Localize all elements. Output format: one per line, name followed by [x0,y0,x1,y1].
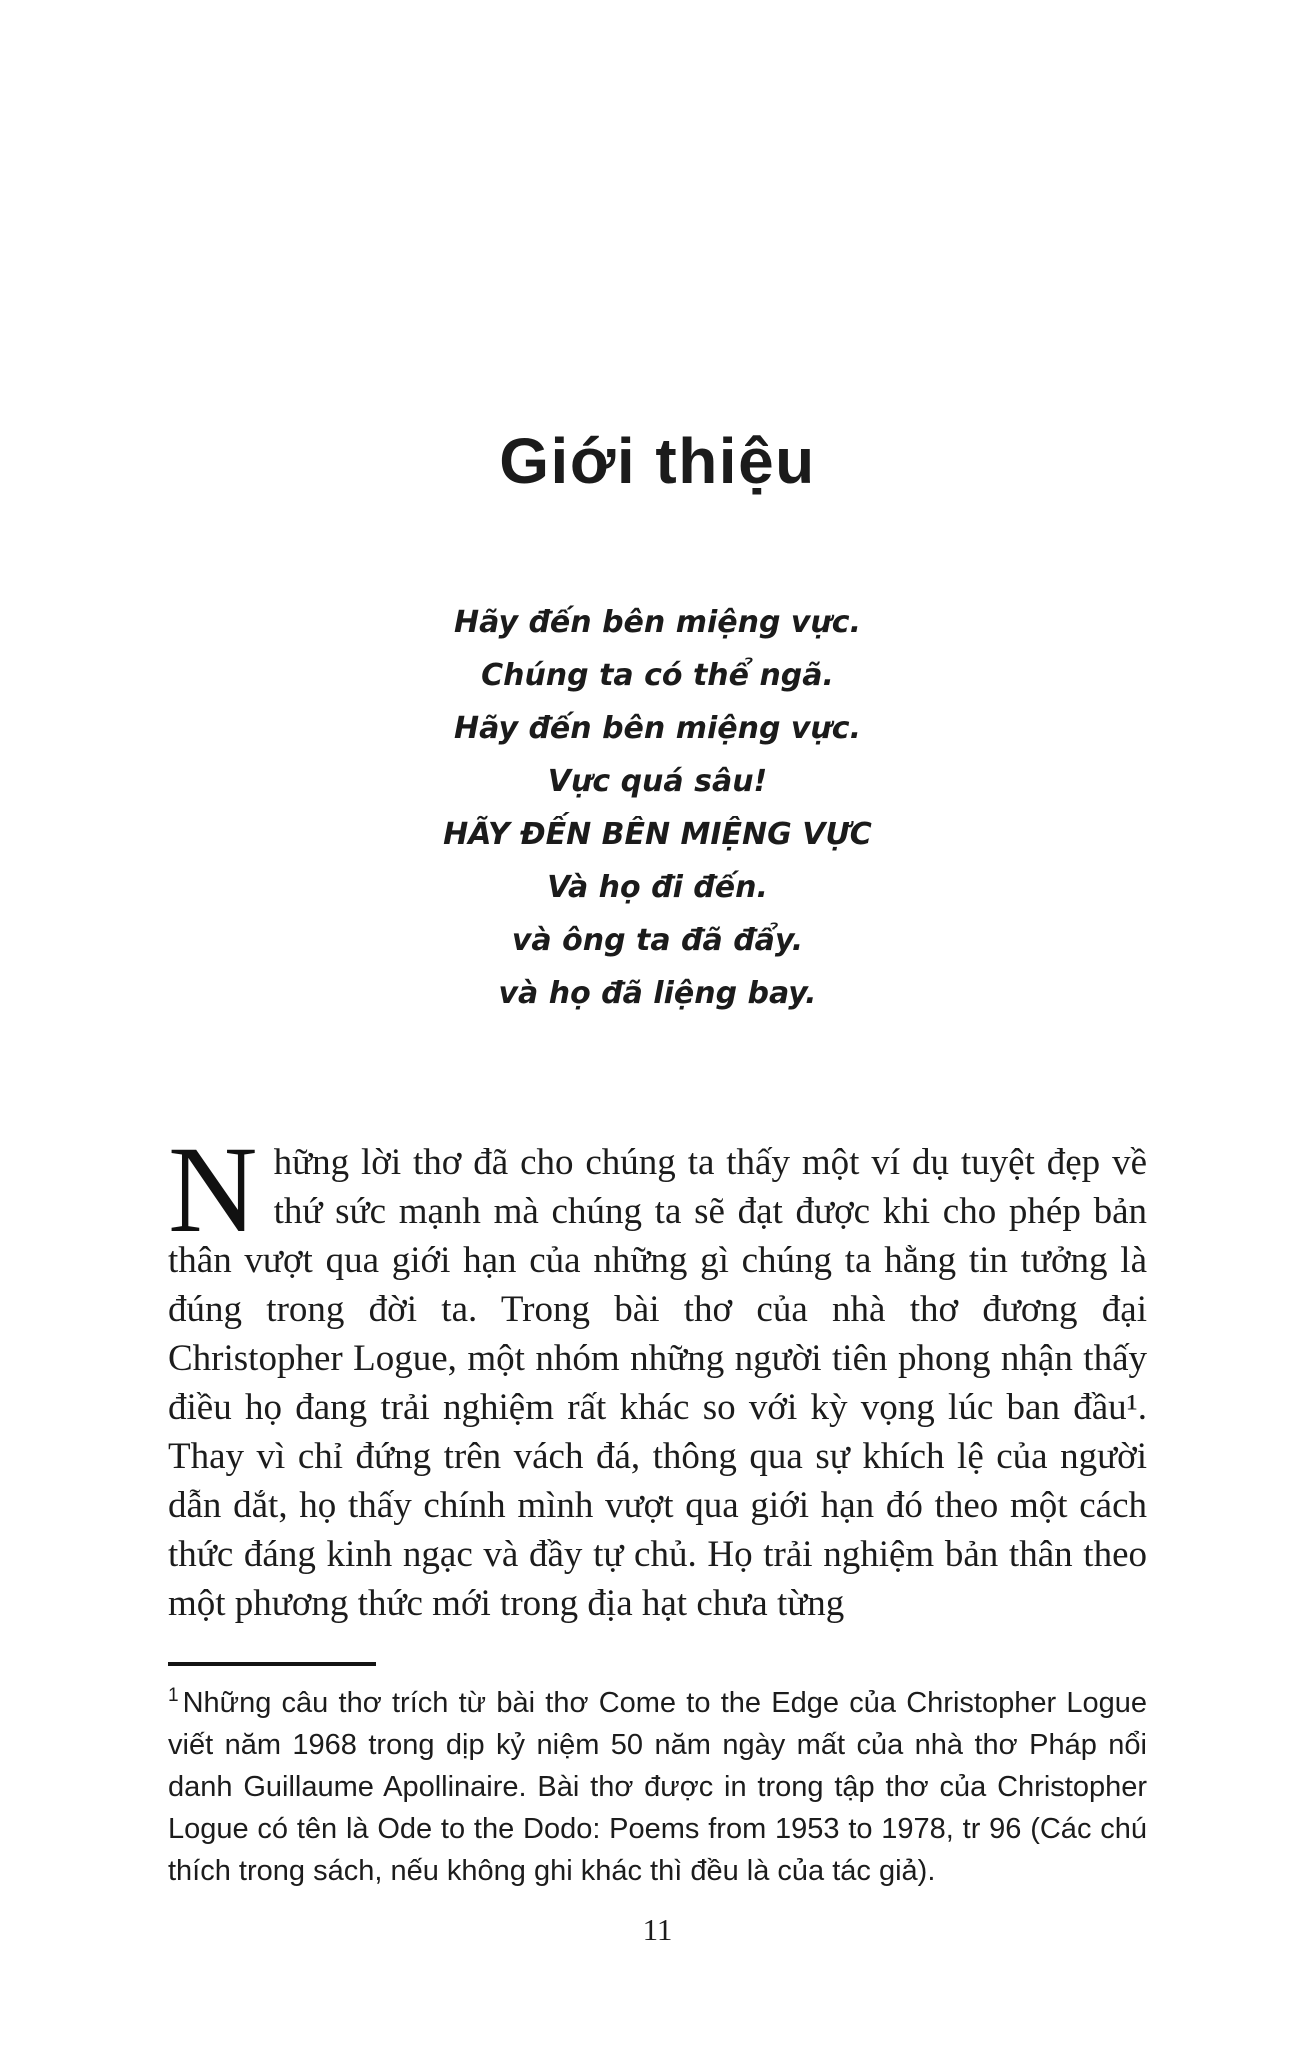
poem-line: Hãy đến bên miệng vực. [454,605,861,640]
poem-line: Hãy đến bên miệng vực. [454,711,861,746]
footnote-section [168,1662,1147,1892]
footnote-divider [168,1662,376,1666]
poem-line: và ông ta đã đẩy. [511,923,804,958]
poem-line: HÃY ĐẾN BÊN MIỆNG VỰC [443,817,872,852]
poem-line: Chúng ta có thể ngã. [481,658,834,693]
paragraph-text: hững lời thơ đã cho chúng ta thấy một ví dụ tuyệt đẹp về thứ sức mạnh mà chúng ta sẽ đạt được khi cho phép bản thân vượt qua giới hạn của những gì chúng ta hằng tin tưởng là đúng trong đời ta. Trong bài thơ của nhà thơ đương đại Christopher Logue, một nhóm những người tiên phong nhận thấy điều họ đang trải nghiệm rất khác so với kỳ vọng lúc ban đầu¹. Thay vì chỉ đứng trên vách đá, thông qua sự khích lệ của người dẫn dắt, họ thấy chính mình vượt qua giới hạn đó theo một cách thức đáng kinh ngạc và đầy tự chủ. Họ trải nghiệm bản thân theo một phương thức mới trong địa hạt chưa từng [168,1142,1147,1624]
footnote [168,1682,1147,1892]
chapter-title: Giới thiệu [499,425,816,497]
epigraph-poem [168,596,1147,1020]
poem-line: và họ đã liệng bay. [498,976,817,1011]
drop-cap: N [168,1121,258,1258]
poem-line: Và họ đi đến. [547,870,768,905]
footnote-marker: 1 [168,1685,179,1707]
poem-line: Vực quá sâu! [547,764,768,799]
body-paragraph [168,1121,1147,1628]
page-number: 11 [642,1912,673,1947]
footnote-text: Những câu thơ trích từ bài thơ Come to the Edge của Christopher Logue viết năm 1968 trong dịp kỷ niệm 50 năm ngày mất của nhà thơ Pháp nổi danh Guillaume Apollinaire. Bài thơ được in trong tập thơ của Christopher Logue có tên là Ode to the Dodo: Poems from 1953 to 1978, tr 96 (Các chú thích trong sách, nếu không ghi khác thì đều là của tác giả). [168,1687,1147,1887]
